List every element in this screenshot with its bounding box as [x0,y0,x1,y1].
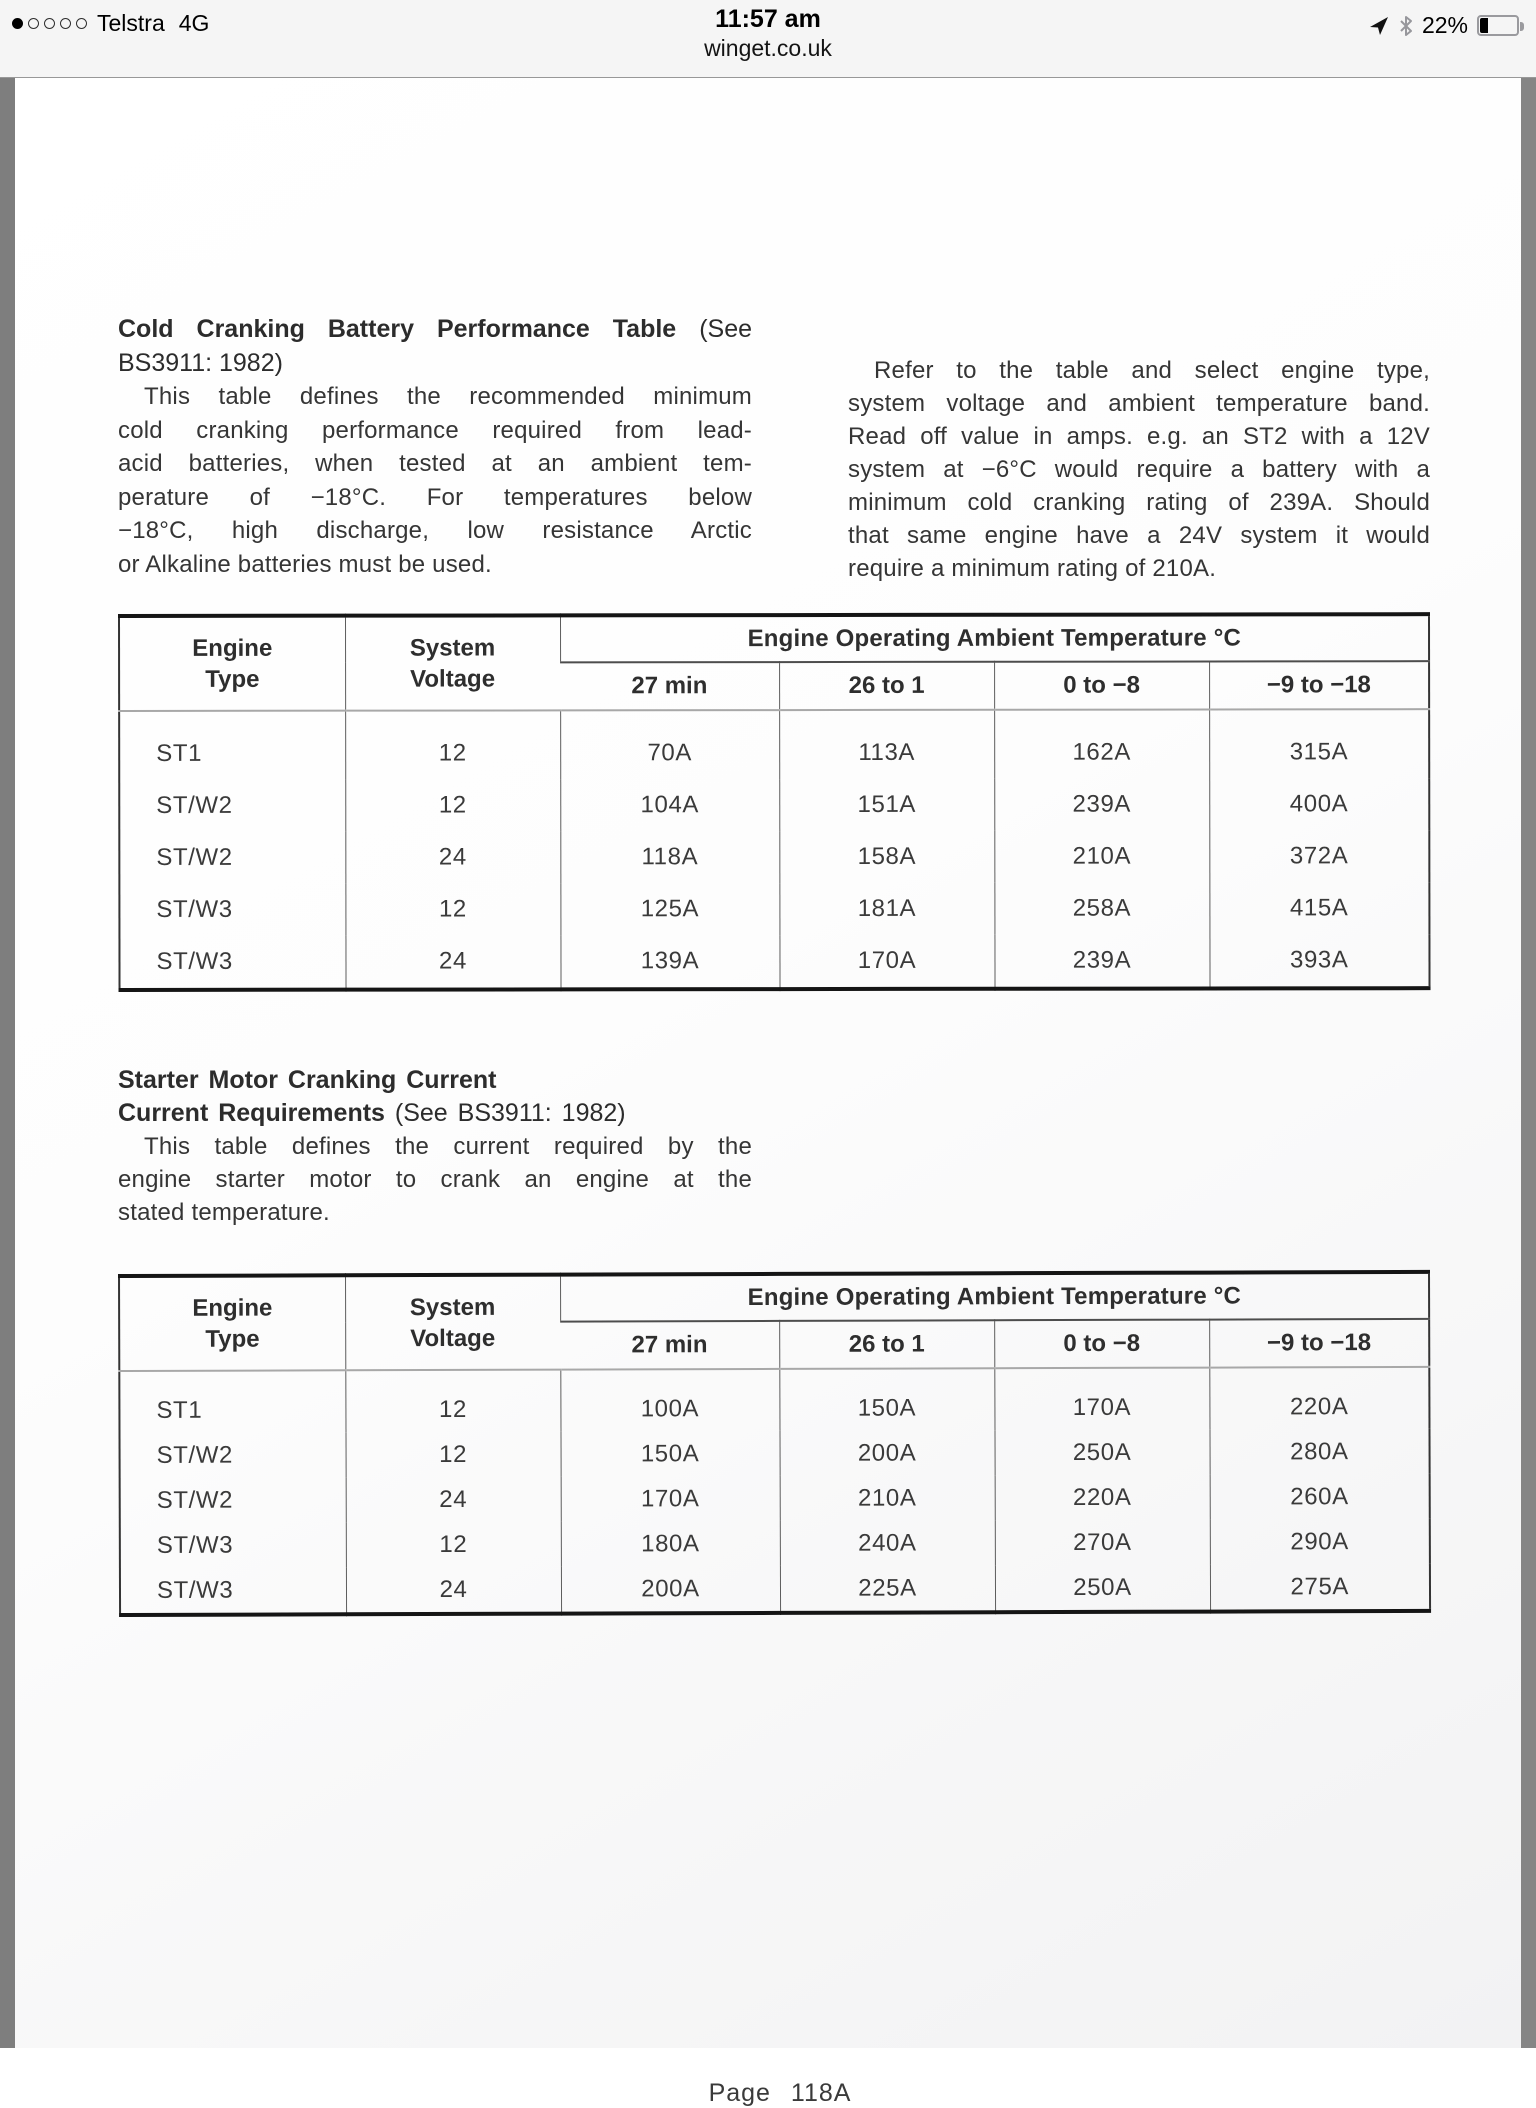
battery-icon [1477,15,1519,36]
text-line: engine starter motor to crank an engine at the [118,1166,752,1193]
heading-line: BS3911: 1982) [118,349,283,377]
temp-span-header: Engine Operating Ambient Temperature °C [560,614,1429,662]
table-cell: 210A [994,830,1209,882]
temp-band-header: 26 to 1 [779,662,994,710]
table-cell: 118A [560,831,779,883]
text-line: minimum cold cranking rating of 239A. Should [848,489,1430,516]
table-cell: 12 [345,779,560,831]
table-cell: 151A [779,779,994,831]
table-cell: 220A [995,1475,1210,1521]
table-cell: 104A [560,779,779,831]
table-cell: 225A [780,1565,995,1613]
heading-line: Cold Cranking Battery Performance Table (See [118,315,753,343]
table-cell: 270A [995,1520,1210,1566]
table-cell: 150A [560,1431,779,1477]
text-line: system voltage and ambient temperature band. [848,390,1430,417]
table-cell: 280A [1209,1429,1429,1475]
text-line: stated temperature. [118,1199,330,1226]
battery-fill [1480,18,1488,33]
heading-line: Starter Motor Cranking Current [118,1066,497,1094]
url-label[interactable]: winget.co.uk [704,35,832,61]
status-icons-group [1368,12,1524,39]
table-cell: 170A [779,935,994,989]
table-cell: 372A [1209,830,1429,882]
carrier-label: Telstra [97,10,165,36]
bluetooth-icon [1399,15,1413,37]
table-cell: 200A [561,1566,780,1614]
table-cell: 139A [560,935,779,989]
text-line: that same engine have a 24V system it would [848,522,1430,549]
system-voltage-header: System Voltage [345,1275,560,1371]
clock: 11:57 am [715,5,821,33]
status-bar [0,0,1536,78]
scan-edge-left [0,78,15,2048]
table-cell: 180A [561,1521,780,1567]
table-cell: 24 [345,935,560,989]
table-cell: ST/W2 [156,1441,233,1469]
table-row [119,1367,1429,1433]
section1-paragraph [118,380,752,581]
table-cell: 162A [994,709,1209,778]
table-cell: 200A [779,1430,994,1476]
temp-band-header: 27 min [560,662,779,710]
table-cell: 70A [560,710,779,779]
table-cell: 181A [779,883,994,935]
table-cell: 170A [561,1476,780,1522]
network-type-label: 4G [178,10,210,36]
temp-band-header: −9 to −18 [1209,661,1429,709]
text-line: Refer to the table and select engine type, [874,357,1430,384]
location-arrow-icon [1368,15,1390,37]
table-cell: 415A [1209,882,1429,934]
table-row [119,830,1429,884]
table-cell: 275A [1210,1564,1430,1612]
table-cell: 393A [1209,934,1429,988]
table-cell: 210A [780,1475,995,1521]
table-cell: ST/W2 [156,791,233,819]
section2-paragraph [118,1130,752,1229]
table-cell: 315A [1209,709,1429,778]
temp-band-header: −9 to −18 [1209,1319,1429,1368]
table-row [119,1429,1429,1478]
battery-percent: 22% [1421,12,1468,38]
text-line: acid batteries, when tested at an ambient tem- [118,450,752,477]
table-cell: 113A [779,710,994,779]
table-cell: 24 [346,1567,561,1615]
table-cell: ST1 [156,739,203,767]
text-line: This table defines the recommended minimum [144,383,752,410]
page-number: Page 118A [708,2079,852,2107]
table-cell: ST/W3 [156,1576,234,1604]
table-cell: 24 [345,831,560,883]
table-row [119,934,1429,990]
temp-band-header: 27 min [560,1321,779,1370]
table-cell: 220A [1209,1367,1429,1430]
table-cell: 260A [1210,1474,1430,1520]
table-cell: 12 [345,1370,560,1433]
table-cell: 12 [345,883,560,935]
table-cell: ST/W2 [156,843,233,871]
battery-nub [1520,22,1524,31]
document-page [0,78,1536,2107]
table-cell: ST/W3 [156,895,233,923]
text-line: This table defines the current required by the [144,1133,752,1160]
table-row [119,709,1429,780]
table-cell: 158A [779,831,994,883]
table-cell: 125A [560,883,779,935]
table-cell: 12 [345,1432,560,1478]
table-cell: 239A [994,778,1209,830]
table-cell: 258A [994,882,1209,934]
table-cell: 150A [779,1368,994,1431]
scan-edge-right [1521,78,1536,2048]
text-line: −18°C, high discharge, low resistance Arctic [118,517,752,544]
table-row [120,1474,1430,1523]
temp-band-header: 0 to −8 [994,1320,1209,1369]
refer-paragraph [848,354,1430,585]
engine-type-header: Engine Type [119,616,345,711]
table-row [119,882,1429,936]
table-row [120,1564,1430,1615]
table-row [119,778,1429,832]
temp-span-header: Engine Operating Ambient Temperature °C [560,1272,1429,1322]
table-cell: 24 [346,1477,561,1523]
table-cell: ST/W3 [156,947,233,975]
table-cell: 240A [780,1520,995,1566]
table-cell: ST1 [156,1396,203,1424]
text-line: perature of −18°C. For temperatures below [118,483,752,511]
temp-band-header: 0 to −8 [994,661,1209,709]
table-cell: 250A [994,1430,1209,1476]
text-line: require a minimum rating of 210A. [848,555,1217,582]
heading-line: Current Requirements (See BS3911: 1982) [118,1099,626,1127]
cold-cranking-table [118,612,1431,992]
starter-current-table [118,1270,1431,1617]
table-row [120,1519,1430,1568]
table-cell: 290A [1210,1519,1430,1565]
clock-and-url [0,5,1536,61]
engine-type-header: Engine Type [119,1275,345,1371]
table-cell: 12 [346,1522,561,1568]
table-cell: 12 [345,710,560,779]
text-line: system at −6°C would require a battery with a [848,456,1430,483]
table-cell: 100A [560,1369,779,1432]
section2-heading [118,1064,778,1130]
table-cell: ST/W3 [156,1531,234,1559]
table-cell: ST/W2 [156,1486,234,1514]
table-cell: 250A [995,1565,1210,1613]
temp-band-header: 26 to 1 [779,1320,994,1369]
text-line: or Alkaline batteries must be used. [118,550,492,578]
table-cell: 239A [994,934,1209,988]
table-cell: 170A [994,1368,1209,1431]
text-line: cold cranking performance required from lead- [118,416,752,444]
text-line: Read off value in amps. e.g. an ST2 with a 12V [848,423,1430,450]
system-voltage-header: System Voltage [345,615,560,710]
table-cell: 400A [1209,778,1429,830]
section1-heading [118,312,752,380]
